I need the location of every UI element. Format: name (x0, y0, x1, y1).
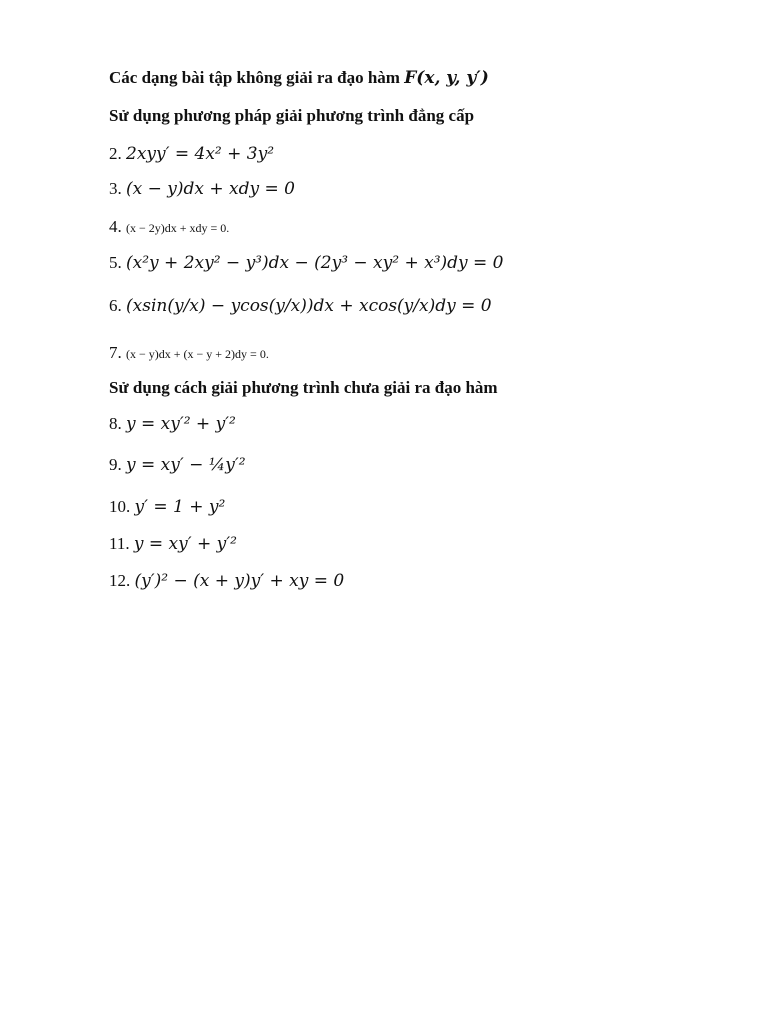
problem-number: 10. (109, 497, 131, 516)
problem-equation: (x − y)dx + (x − y + 2)dy = 0. (126, 347, 269, 361)
problem-number: 7. (109, 343, 122, 362)
problem-number: 12. (109, 571, 131, 590)
problem-equation: (x²y + 2xy² − y³)dx − (2y³ − xy² + x³)dy = 0 (126, 253, 504, 273)
problem-number: 6. (109, 296, 122, 315)
problem-equation: y = xy′ + y′² (133, 534, 237, 554)
problem-equation: (x − y)dx + xdy = 0 (126, 179, 295, 199)
problem-6 (109, 296, 492, 316)
problem-7 (109, 343, 269, 363)
problem-number: 5. (109, 253, 122, 272)
problem-equation: y = xy′² + y′² (126, 414, 236, 434)
problem-number: 8. (109, 414, 122, 433)
problem-number: 4. (109, 217, 122, 236)
problem-equation: y′ = 1 + y² (134, 497, 226, 517)
problem-equation: 2xyy′ = 4x² + 3y² (126, 144, 275, 164)
problem-number: 9. (109, 455, 122, 474)
problem-3 (109, 179, 295, 199)
problem-10 (109, 497, 225, 517)
problem-equation: (y′)² − (x + y)y′ + xy = 0 (134, 571, 345, 591)
section-heading-2: Sử dụng phương pháp giải phương trình đẳng cấp (109, 106, 475, 125)
problem-number: 3. (109, 179, 122, 198)
section-heading-1 (109, 68, 489, 88)
problem-equation: (xsin(y/x) − ycos(y/x))dx + xcos(y/x)dy = 0 (126, 296, 492, 316)
problem-equation: y = xy′ − ¼y′² (126, 455, 246, 475)
problem-equation: (x − 2y)dx + xdy = 0. (126, 221, 230, 235)
problem-4 (109, 217, 229, 237)
problem-5 (109, 253, 504, 273)
problem-12 (109, 571, 344, 591)
problem-9 (109, 455, 246, 475)
problem-number: 11. (109, 534, 130, 553)
heading-1-text: Các dạng bài tập không giải ra đạo hàm (109, 68, 405, 87)
problem-2 (109, 144, 274, 164)
problem-8 (109, 414, 236, 434)
section-heading-3: Sử dụng cách giải phương trình chưa giải ra đạo hàm (109, 378, 498, 397)
problem-11 (109, 534, 237, 554)
heading-1-math: F(x, y, y′) (404, 68, 489, 88)
problem-number: 2. (109, 144, 122, 163)
